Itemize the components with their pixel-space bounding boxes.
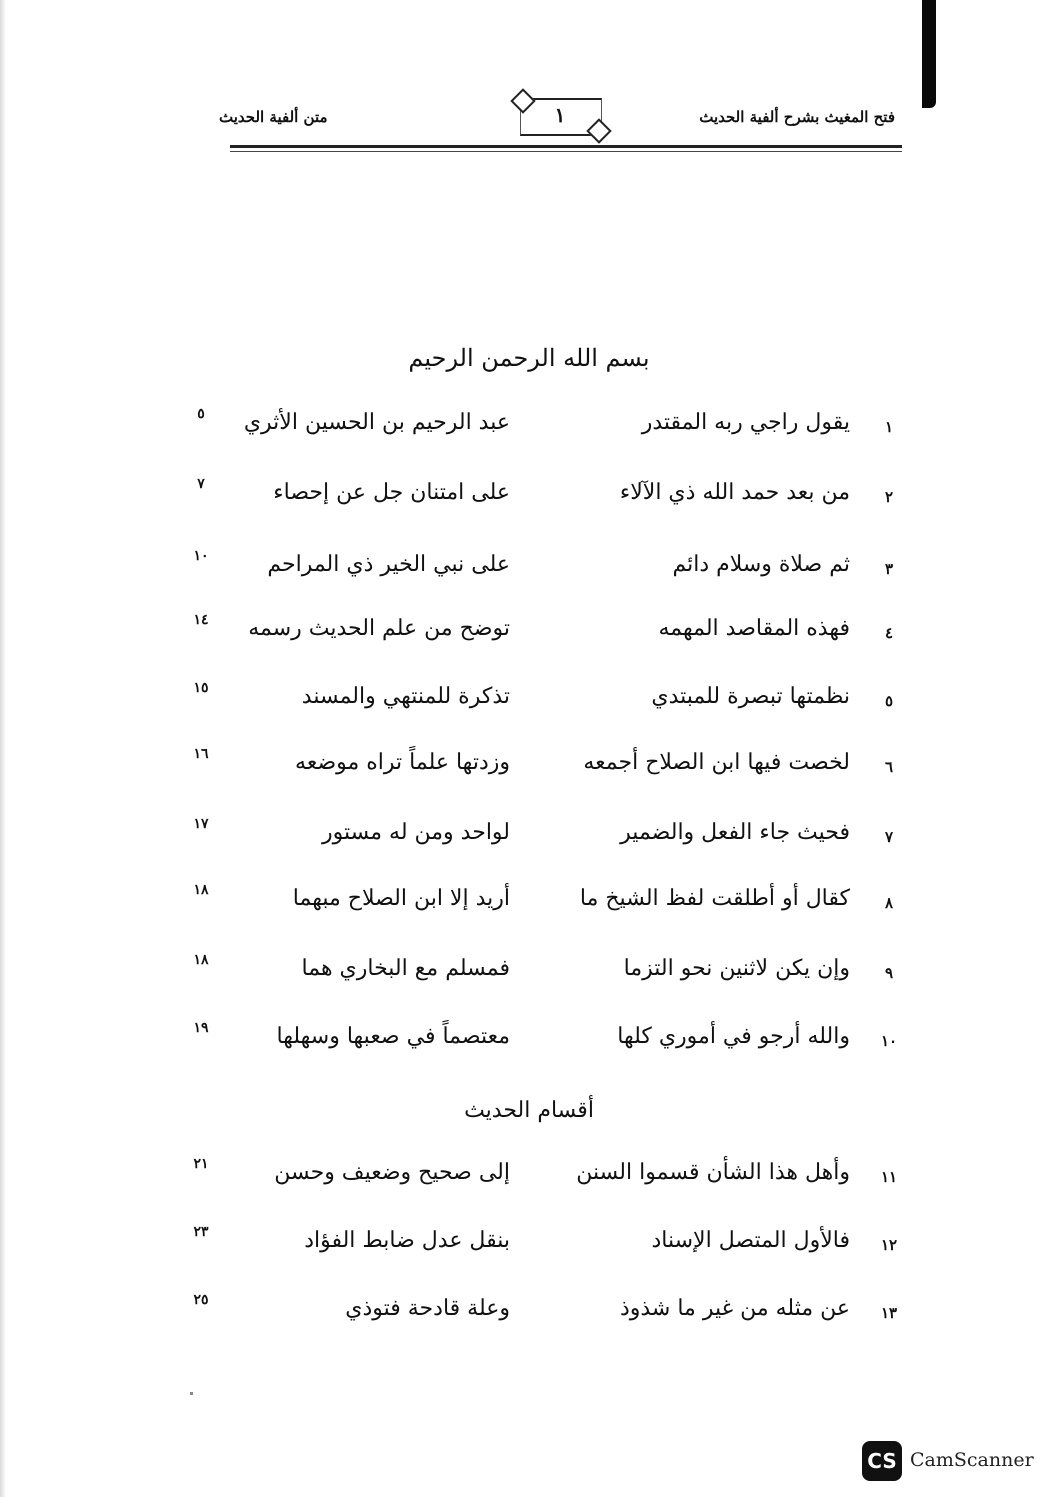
verse-row (180, 742, 910, 792)
verse-second-hemistich: تذكرة للمنتهي والمسند (301, 684, 510, 709)
verse-reference: ٢٣ (193, 1224, 209, 1240)
verse-second-hemistich: على امتنان جل عن إحصاء (273, 480, 510, 505)
verse-first-hemistich: ثم صلاة وسلام دائم (672, 552, 850, 577)
verse-row (180, 472, 910, 522)
verse-second-hemistich: إلى صحيح وضعيف وحسن (274, 1160, 510, 1185)
verse-second-hemistich: وعلة قادحة فتوذي (345, 1296, 510, 1321)
verse-first-hemistich: من بعد حمد الله ذي الآلاء (619, 480, 850, 505)
page-number-cartouche (520, 92, 602, 134)
verse-second-hemistich: أريد إلا ابن الصلاح مبهما (292, 886, 510, 911)
verse-number: ١٢ (880, 1236, 898, 1254)
verse-number: ٤ (884, 624, 894, 642)
verse-number: ٢ (884, 488, 894, 506)
verse-reference: ١٤ (193, 612, 209, 628)
verse-first-hemistich: فحيث جاء الفعل والضمير (620, 820, 850, 845)
verse-row (180, 544, 910, 594)
verse-row (180, 1016, 910, 1066)
verse-row (180, 948, 910, 998)
verse-first-hemistich: لخصت فيها ابن الصلاح أجمعه (583, 750, 850, 775)
verse-second-hemistich: فمسلم مع البخاري هما (301, 956, 510, 981)
verse-number: ٧ (884, 828, 894, 846)
verse-reference: ٧ (197, 476, 205, 492)
header-right-title: فتح المغيث بشرح ألفية الحديث (699, 108, 895, 126)
verse-second-hemistich: على نبي الخير ذي المراحم (267, 552, 510, 577)
verse-first-hemistich: فهذه المقاصد المهمه (658, 616, 850, 641)
header-rule (230, 145, 902, 148)
verse-reference: ١٥ (193, 680, 209, 696)
verse-first-hemistich: والله أرجو في أموري كلها (617, 1024, 850, 1049)
verse-second-hemistich: توضح من علم الحديث رسمه (248, 616, 510, 641)
verse-number: ١٠ (880, 1032, 898, 1050)
verse-number: ٦ (884, 758, 894, 776)
verse-row (180, 608, 910, 658)
verse-reference: ٢١ (193, 1156, 209, 1172)
verse-reference: ١٨ (193, 952, 209, 968)
verse-first-hemistich: وإن يكن لاثنين نحو التزما (623, 956, 850, 981)
verse-first-hemistich: فالأول المتصل الإسناد (651, 1228, 850, 1253)
scan-edge-shadow (0, 0, 6, 1497)
verse-first-hemistich: كقال أو أطلقت لفظ الشيخ ما (579, 886, 850, 911)
verse-first-hemistich: عن مثله من غير ما شذوذ (619, 1296, 850, 1321)
verse-row (180, 676, 910, 726)
header-left-title: متن ألفية الحديث (219, 108, 328, 126)
verse-reference: ١٠ (193, 548, 209, 564)
verse-reference: ٥ (197, 406, 205, 422)
verse-second-hemistich: وزدتها علماً تراه موضعه (295, 750, 510, 775)
camscanner-brand: CamScanner (910, 1449, 1034, 1471)
verse-row (180, 878, 910, 928)
verse-reference: ١٩ (193, 1020, 209, 1036)
verse-number: ١٣ (880, 1304, 898, 1322)
verse-second-hemistich: لواحد ومن له مستور (322, 820, 510, 845)
verse-number: ٣ (884, 560, 894, 578)
verse-row (180, 812, 910, 862)
camscanner-logo-icon: CS (862, 1441, 902, 1481)
verse-row (180, 1152, 910, 1202)
verse-reference: ١٧ (193, 816, 209, 832)
verse-reference: ٢٥ (193, 1292, 209, 1308)
verse-number: ٩ (884, 964, 894, 982)
camscanner-watermark (862, 1441, 1034, 1481)
verse-number: ١ (884, 418, 894, 436)
section-title: أقسام الحديث (464, 1098, 594, 1123)
verse-row (180, 1220, 910, 1270)
verse-number: ٨ (884, 894, 894, 912)
verse-reference: ١٨ (193, 882, 209, 898)
verse-second-hemistich: بنقل عدل ضابط الفؤاد (304, 1228, 510, 1253)
verse-second-hemistich: عبد الرحيم بن الحسين الأثري (243, 410, 510, 435)
basmala: بسم الله الرحمن الرحيم (408, 344, 650, 372)
verse-reference: ١٦ (193, 746, 209, 762)
verse-first-hemistich: يقول راجي ربه المقتدر (641, 410, 850, 435)
page-number: ١ (554, 103, 566, 127)
verse-number: ٥ (884, 692, 894, 710)
verse-second-hemistich: معتصماً في صعبها وسهلها (276, 1024, 510, 1049)
scan-speck (190, 1392, 193, 1395)
header-rule-thin (230, 151, 902, 152)
scan-binding-mark (922, 0, 936, 108)
page-header (195, 92, 905, 142)
verse-first-hemistich: نظمتها تبصرة للمبتدي (651, 684, 850, 709)
verse-first-hemistich: وأهل هذا الشأن قسموا السنن (576, 1160, 850, 1185)
verse-number: ١١ (880, 1168, 898, 1186)
verse-row (180, 402, 910, 452)
verse-row (180, 1288, 910, 1338)
